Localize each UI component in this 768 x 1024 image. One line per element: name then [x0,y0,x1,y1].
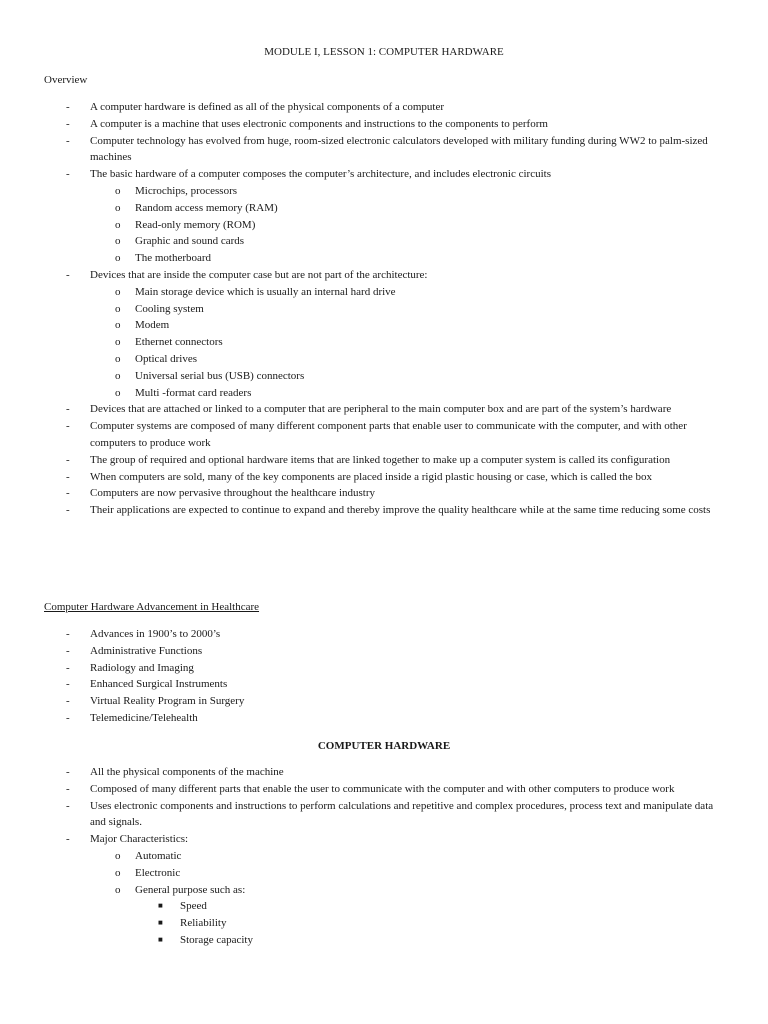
list-item [0,882,768,899]
list-bullet: - [66,799,70,812]
list-item-text: Modem [135,319,170,332]
list-item-text: Computers are now pervasive throughout the healthcare industry [90,487,376,500]
list-item [0,932,768,949]
list-item-text: Uses electronic components and instructions to perform calculations and repetitive and complex procedures, process text and manipulate data and signals. [90,799,714,829]
list-item-text: Major Characteristics: [90,833,189,846]
hardware-heading: COMPUTER HARDWARE [317,740,451,752]
list-item [0,693,768,710]
list-item [0,660,768,677]
list-item [0,217,768,234]
list-item [0,116,768,133]
list-bullet: o [115,201,121,214]
list-item-text: Devices that are attached or linked to a computer that are peripheral to the main computer box and are part of the system’s hardware [90,403,672,416]
list-item-text: Composed of many different parts that enable the user to communicate with the computer and with other computers to produce work [90,782,675,795]
list-bullet: - [66,403,70,416]
list-bullet: - [66,766,70,778]
list-bullet: o [115,386,121,399]
list-bullet: - [66,470,70,483]
list-item-text: Reliability [180,917,227,930]
list-item-text: Multi -format card readers [135,386,252,399]
list-item [0,798,768,832]
list-bullet: - [66,268,70,281]
list-item [0,418,768,452]
list-item-text: Ethernet connectors [135,336,223,349]
list-item [0,469,768,486]
list-item [0,317,768,334]
list-item [0,233,768,250]
list-bullet: - [66,453,70,466]
overview-list [0,99,768,519]
list-item [0,368,768,385]
list-item-text: Telemedicine/Telehealth [90,711,198,724]
list-item [0,401,768,418]
list-bullet: o [115,184,121,197]
list-item [0,284,768,301]
list-item [0,250,768,267]
page-title: MODULE I, LESSON 1: COMPUTER HARDWARE [264,46,504,58]
list-bullet: o [115,302,121,315]
list-item [0,626,768,643]
list-bullet: o [115,866,121,879]
list-bullet: o [115,319,121,332]
list-item [0,200,768,217]
list-item-text: Read-only memory (ROM) [135,218,256,231]
square-bullet-icon: ■ [158,918,163,928]
list-bullet: - [66,487,70,500]
list-item-text: Cooling system [135,302,204,315]
list-item-text: A computer is a machine that uses electronic components and instructions to the components to perform [90,117,548,130]
list-bullet: - [66,644,70,657]
list-bullet: - [66,117,70,130]
list-item-text: Radiology and Imaging [90,661,194,674]
list-bullet: - [66,661,70,674]
list-item-text: Virtual Reality Program in Surgery [90,695,245,708]
list-bullet: - [66,782,70,795]
advancement-heading: Computer Hardware Advancement in Healthcare [44,601,260,613]
list-bullet: - [66,833,70,846]
list-bullet: - [66,420,70,433]
list-item [0,183,768,200]
list-item-text: Devices that are inside the computer case but are not part of the architecture: [90,268,428,281]
square-bullet-icon: ■ [158,934,163,944]
list-item-text: The motherboard [135,252,212,265]
list-bullet: o [115,218,121,231]
list-item-text: Speed [180,900,207,913]
list-item-text: Enhanced Surgical Instruments [90,678,228,691]
list-item [0,764,768,781]
list-bullet: o [115,252,121,265]
list-bullet: - [66,711,70,724]
overview-heading: Overview [44,74,88,86]
list-item-text: Advances in 1900’s to 2000’s [90,628,221,640]
list-item-text: General purpose such as: [135,883,246,896]
list-item [0,334,768,351]
list-item [0,502,768,519]
list-item-text: Main storage device which is usually an internal hard drive [135,285,396,298]
list-item-text: A computer hardware is defined as all of the physical components of a computer [90,101,445,113]
list-item [0,351,768,368]
list-item-text: All the physical components of the machine [90,766,284,778]
list-bullet: o [115,285,121,298]
list-item-text: The group of required and optional hardware items that are linked together to make up a computer system is called its configuration [90,453,671,466]
list-bullet: o [115,883,121,896]
hardware-list [0,764,768,949]
advancement-list [0,626,768,727]
list-item-text: Their applications are expected to continue to expand and thereby improve the quality healthcare while at the same time reducing some costs [90,504,711,517]
list-item-text: Computer systems are composed of many different component parts that enable user to communicate with the computer, and with other computers to produce work [90,420,687,449]
list-bullet: o [115,235,121,248]
list-bullet: o [115,369,121,382]
list-item [0,865,768,882]
list-item [0,166,768,183]
list-item [0,301,768,318]
list-item [0,848,768,865]
list-item [0,781,768,798]
list-item [0,485,768,502]
list-bullet: o [115,849,121,862]
list-item [0,99,768,116]
list-bullet: - [66,695,70,708]
list-item-text: Universal serial bus (USB) connectors [135,369,305,382]
list-bullet: - [66,628,70,640]
list-item-text: Electronic [135,866,181,879]
list-bullet: - [66,168,70,181]
list-item-text: Computer technology has evolved from huge, room-sized electronic calculators developed with military funding during WW2 to palm-sized machines [90,134,708,164]
list-item [0,385,768,402]
list-item-text: Storage capacity [180,933,253,946]
list-bullet: o [115,336,121,349]
list-bullet: - [66,134,70,147]
list-item-text: Automatic [135,849,182,862]
list-item [0,452,768,469]
list-item-text: Graphic and sound cards [135,235,245,248]
list-item-text: When computers are sold, many of the key components are placed inside a rigid plastic housing or case, which is called the box [90,470,653,483]
list-item-text: The basic hardware of a computer composes the computer’s architecture, and includes electronic circuits [90,168,551,181]
list-item-text: Random access memory (RAM) [135,201,278,214]
list-item [0,643,768,660]
list-bullet: - [66,504,70,517]
list-item [0,267,768,284]
list-item [0,676,768,693]
list-item [0,915,768,932]
list-bullet: - [66,678,70,691]
list-bullet: - [66,101,70,113]
square-bullet-icon: ■ [158,901,163,911]
list-item [0,831,768,848]
list-bullet: o [115,352,121,365]
list-item-text: Microchips, processors [135,184,238,197]
list-item [0,898,768,915]
list-item-text: Administrative Functions [90,644,203,657]
list-item [0,710,768,727]
list-item-text: Optical drives [135,352,198,365]
list-item [0,133,768,167]
